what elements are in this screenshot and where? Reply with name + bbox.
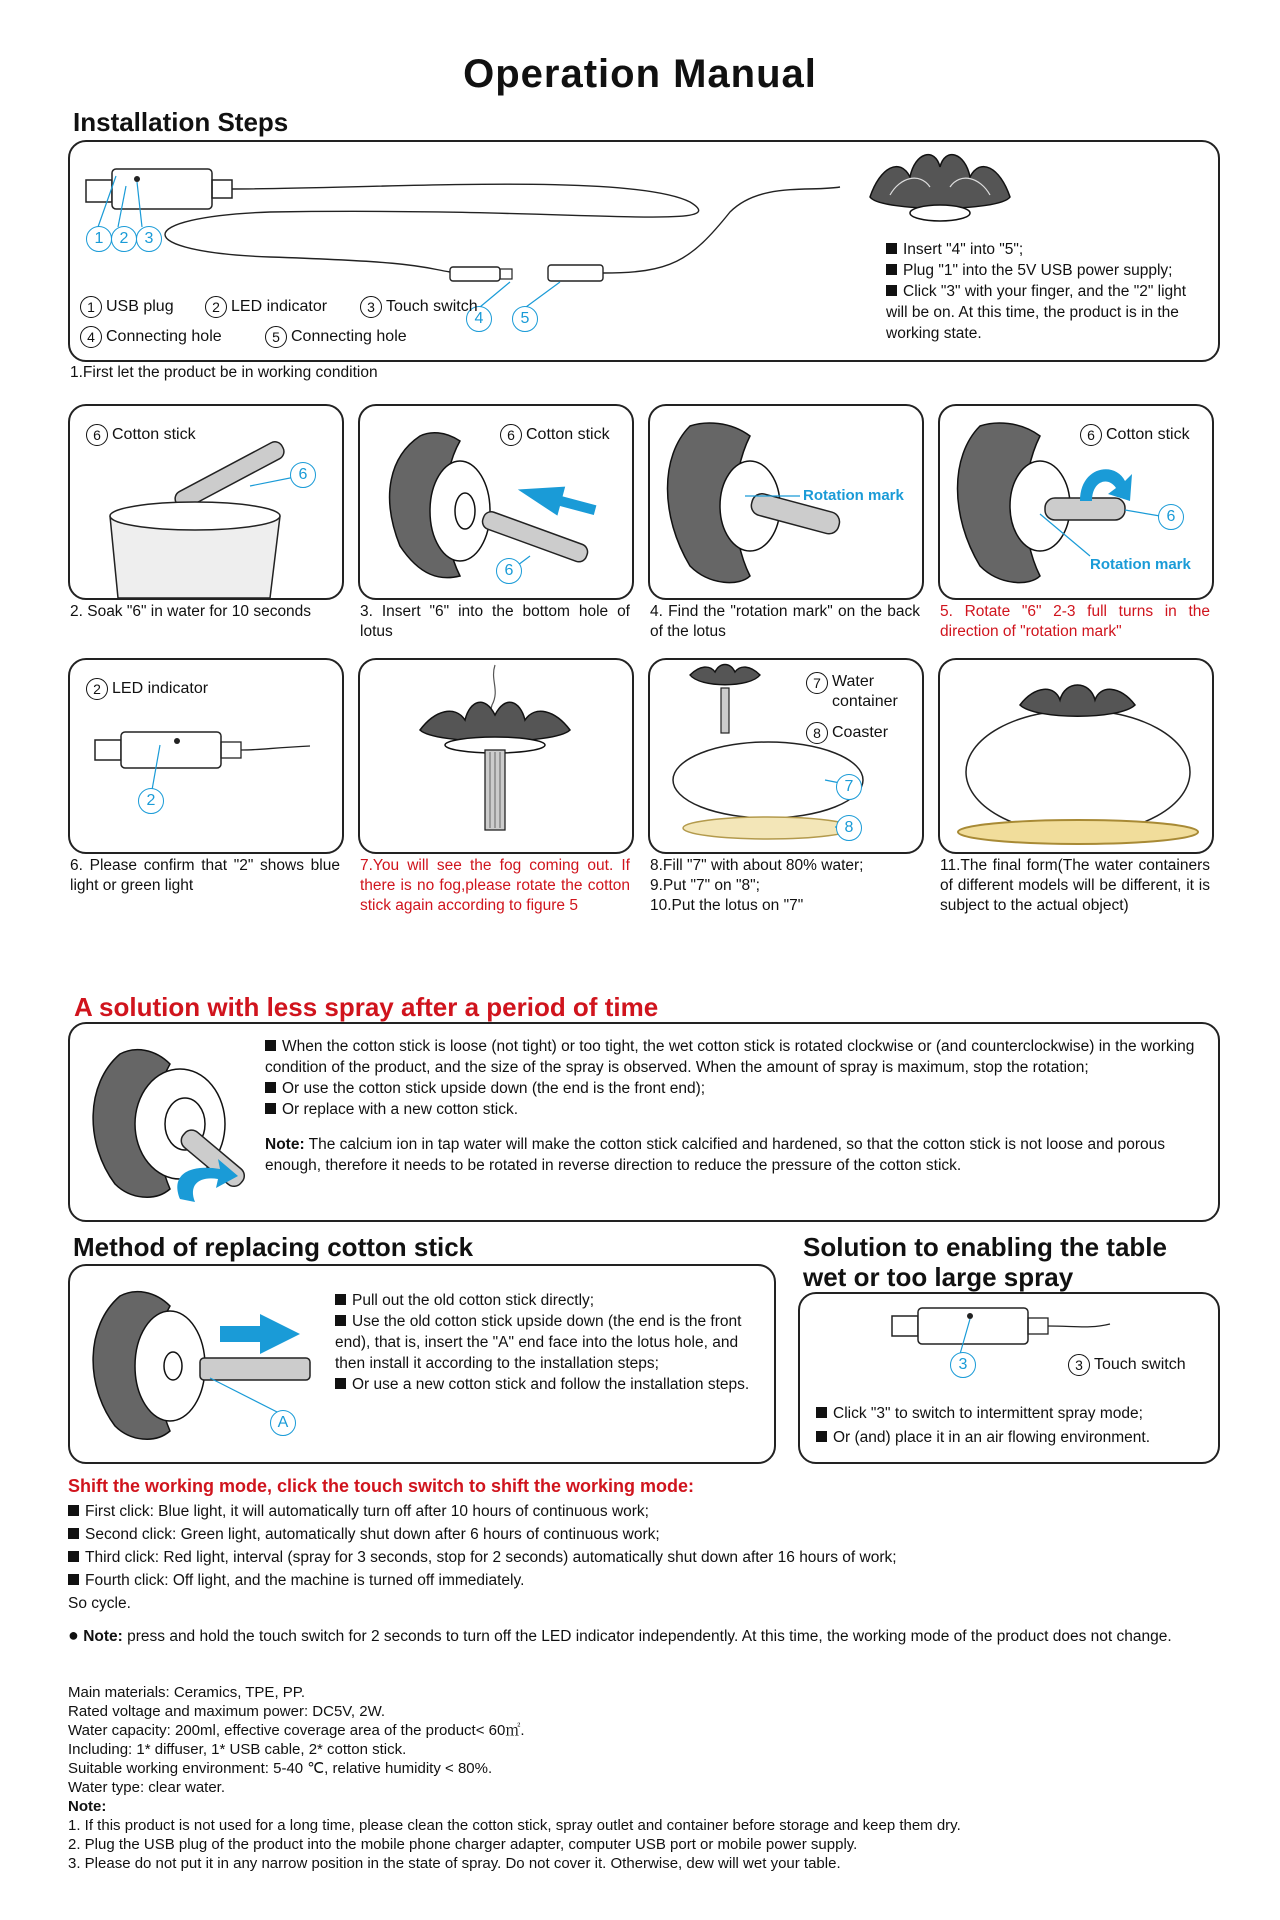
spray-solution-box <box>68 1022 1220 1222</box>
legend-led-indicator: 2 LED indicator <box>205 296 327 318</box>
modes-cycle: So cycle. <box>68 1595 131 1612</box>
bullet-item: Or use a new cotton stick and follow the installation steps. <box>335 1374 755 1395</box>
mode-item: Fourth click: Off light, and the machine is turned off immediately. <box>68 1569 1218 1592</box>
tag-cotton-stick: 6 Cotton stick <box>500 424 610 446</box>
step-panel-11 <box>938 658 1214 854</box>
mode-item: First click: Blue light, it will automatically turn off after 10 hours of continuous work; <box>68 1500 1218 1523</box>
step-caption-7: 7.You will see the fog coming out. If there is no fog,please rotate the cotton stick again according to figure 5 <box>360 857 630 914</box>
step-panel-7 <box>358 658 634 854</box>
installation-instructions <box>886 239 1208 344</box>
fog-illustration <box>360 660 632 852</box>
callout-6: 6 <box>1158 504 1184 530</box>
tag-touch-switch: 3 Touch switch <box>1068 1354 1186 1376</box>
replacing-bullets <box>335 1290 755 1395</box>
lotus-rotate-illustration <box>70 1024 270 1220</box>
callout-2: 2 <box>138 788 164 814</box>
legend-connecting-hole-4: 4 Connecting hole <box>80 326 222 348</box>
callout-6: 6 <box>290 462 316 488</box>
bullet-item: When the cotton stick is loose (not tight) or too tight, the wet cotton stick is rotated clockwise or (and counterclockwise) in the working condition of the product, and the size of the spray is observed. When the amount of spray is maximum, stop the rotation; <box>265 1038 1195 1076</box>
step-caption-8: 8.Fill "7" with about 80% water; 9.Put "7" on "8"; 10.Put the lotus on "7" <box>650 857 864 914</box>
callout-4: 4 <box>466 306 492 332</box>
step-caption-6: 6. Please confirm that "2" shows blue light or green light <box>70 857 340 894</box>
mode-item: Third click: Red light, interval (spray for 3 seconds, stop for 2 seconds) automatically shut down after 16 hours of work; <box>68 1546 1218 1569</box>
tag-rotation-mark: Rotation mark <box>1090 556 1191 573</box>
modes-note: ● Note: press and hold the touch switch for 2 seconds to turn off the LED indicator independently. At this time, the working mode of the product does not change. <box>68 1625 1172 1645</box>
callout-3: 3 <box>136 226 162 252</box>
replacing-heading: Method of replacing cotton stick <box>73 1232 474 1262</box>
step-panel-2 <box>68 404 344 600</box>
bullet-item: Click "3" to switch to intermittent spray mode; <box>816 1402 1211 1426</box>
tag-cotton-stick: 6 Cotton stick <box>86 424 196 446</box>
bullet-item: Or replace with a new cotton stick. <box>265 1099 1205 1120</box>
spray-solution-heading: A solution with less spray after a period of time <box>74 992 659 1022</box>
callout-a: A <box>270 1410 296 1436</box>
instruction-item: Click "3" with your finger, and the "2" light will be on. At this time, the product is in the working state. <box>886 283 1187 342</box>
table-wet-heading: Solution to enabling the table wet or too large spray <box>803 1232 1167 1292</box>
bullet-item: Pull out the old cotton stick directly; <box>335 1290 755 1311</box>
legend-connecting-hole-5: 5 Connecting hole <box>265 326 407 348</box>
installation-heading: Installation Steps <box>73 107 289 137</box>
instruction-item: Plug "1" into the 5V USB power supply; <box>886 260 1208 281</box>
step-caption-3: 3. Insert "6" into the bottom hole of lotus <box>360 603 630 640</box>
legend-touch-switch: 3 Touch switch <box>360 296 478 318</box>
callout-8: 8 <box>836 815 862 841</box>
callout-2: 2 <box>111 226 137 252</box>
callout-7: 7 <box>836 774 862 800</box>
step-panel-4 <box>648 404 924 600</box>
water-container-illustration <box>650 660 922 852</box>
step-caption-5: 5. Rotate "6" 2-3 full turns in the direction of "rotation mark" <box>940 603 1210 640</box>
specs-note-label: Note: <box>68 1798 107 1815</box>
final-form-illustration <box>940 660 1212 852</box>
bullet-item: Use the old cotton stick upside down (the end is the front end), that is, insert the "A" end face into the lotus hole, and then install it according to the installation steps; <box>335 1313 742 1372</box>
tag-coaster: 8 Coaster <box>806 722 888 744</box>
tag-rotation-mark: Rotation mark <box>803 487 904 504</box>
instruction-item: Insert "4" into "5"; <box>886 239 1208 260</box>
step-caption-2: 2. Soak "6" in water for 10 seconds <box>70 603 312 620</box>
bullet-item: Or use the cotton stick upside down (the end is the front end); <box>265 1078 1205 1099</box>
mode-item: Second click: Green light, automatically shut down after 6 hours of continuous work; <box>68 1523 1218 1546</box>
table-wet-box <box>798 1292 1220 1464</box>
modes-list <box>68 1500 1218 1647</box>
callout-3: 3 <box>950 1352 976 1378</box>
callout-5: 5 <box>512 306 538 332</box>
tag-water-container: 7 Water container <box>806 672 912 712</box>
step-caption-4: 4. Find the "rotation mark" on the back of the lotus <box>650 603 920 640</box>
legend-usb-plug: 1 USB plug <box>80 296 174 318</box>
replacing-box <box>68 1264 776 1464</box>
specs-block: Main materials: Ceramics, TPE, PP. Rated voltage and maximum power: DC5V, 2W. Water capacity: 200ml, effective coverage area of the product< 60㎡. Including: 1* diffuser, 1* USB cable, 2* cotton stick. Suitable working environment: 5-40 ℃, relative humidity < 80%. Water type: clear water. Note: 1. If this product is not used for a long time, please clean the cotton stick, spray outlet and container before storage and keep them dry. 2. Plug the USB plug of the product into the mobile phone charger adapter, computer USB port or mobile power supply. 3. Please do not put it in any narrow position in the state of spray. Do not cover it. Otherwise, dew will wet your table. <box>68 1683 1218 1873</box>
callout-1: 1 <box>86 226 112 252</box>
installation-box <box>68 140 1220 362</box>
step-panel-3 <box>358 404 634 600</box>
tag-led-indicator: 2 LED indicator <box>86 678 208 700</box>
table-wet-bullets <box>816 1402 1211 1450</box>
page-title: Operation Manual <box>463 52 817 96</box>
step-panel-8 <box>648 658 924 854</box>
soak-illustration <box>70 406 342 598</box>
step-panel-6 <box>68 658 344 854</box>
step-caption-11: 11.The final form(The water containers of different models will be different, it is subject to the actual object) <box>940 857 1210 914</box>
tag-cotton-stick: 6 Cotton stick <box>1080 424 1190 446</box>
installation-footer: 1.First let the product be in working condition <box>70 364 378 381</box>
led-usb-illustration <box>70 660 342 852</box>
bullet-item: Or (and) place it in an air flowing environment. <box>816 1426 1211 1450</box>
spray-solution-note: Note: The calcium ion in tap water will make the cotton stick calcified and hardened, so that the cotton stick is not loose and porous enough, therefore it needs to be rotated in reverse direction to reduce the pressure of the cotton stick. <box>265 1136 1166 1174</box>
spray-solution-bullets <box>265 1036 1205 1176</box>
modes-heading: Shift the working mode, click the touch switch to shift the working mode: <box>68 1476 695 1496</box>
step-panel-5 <box>938 404 1214 600</box>
callout-6: 6 <box>496 558 522 584</box>
